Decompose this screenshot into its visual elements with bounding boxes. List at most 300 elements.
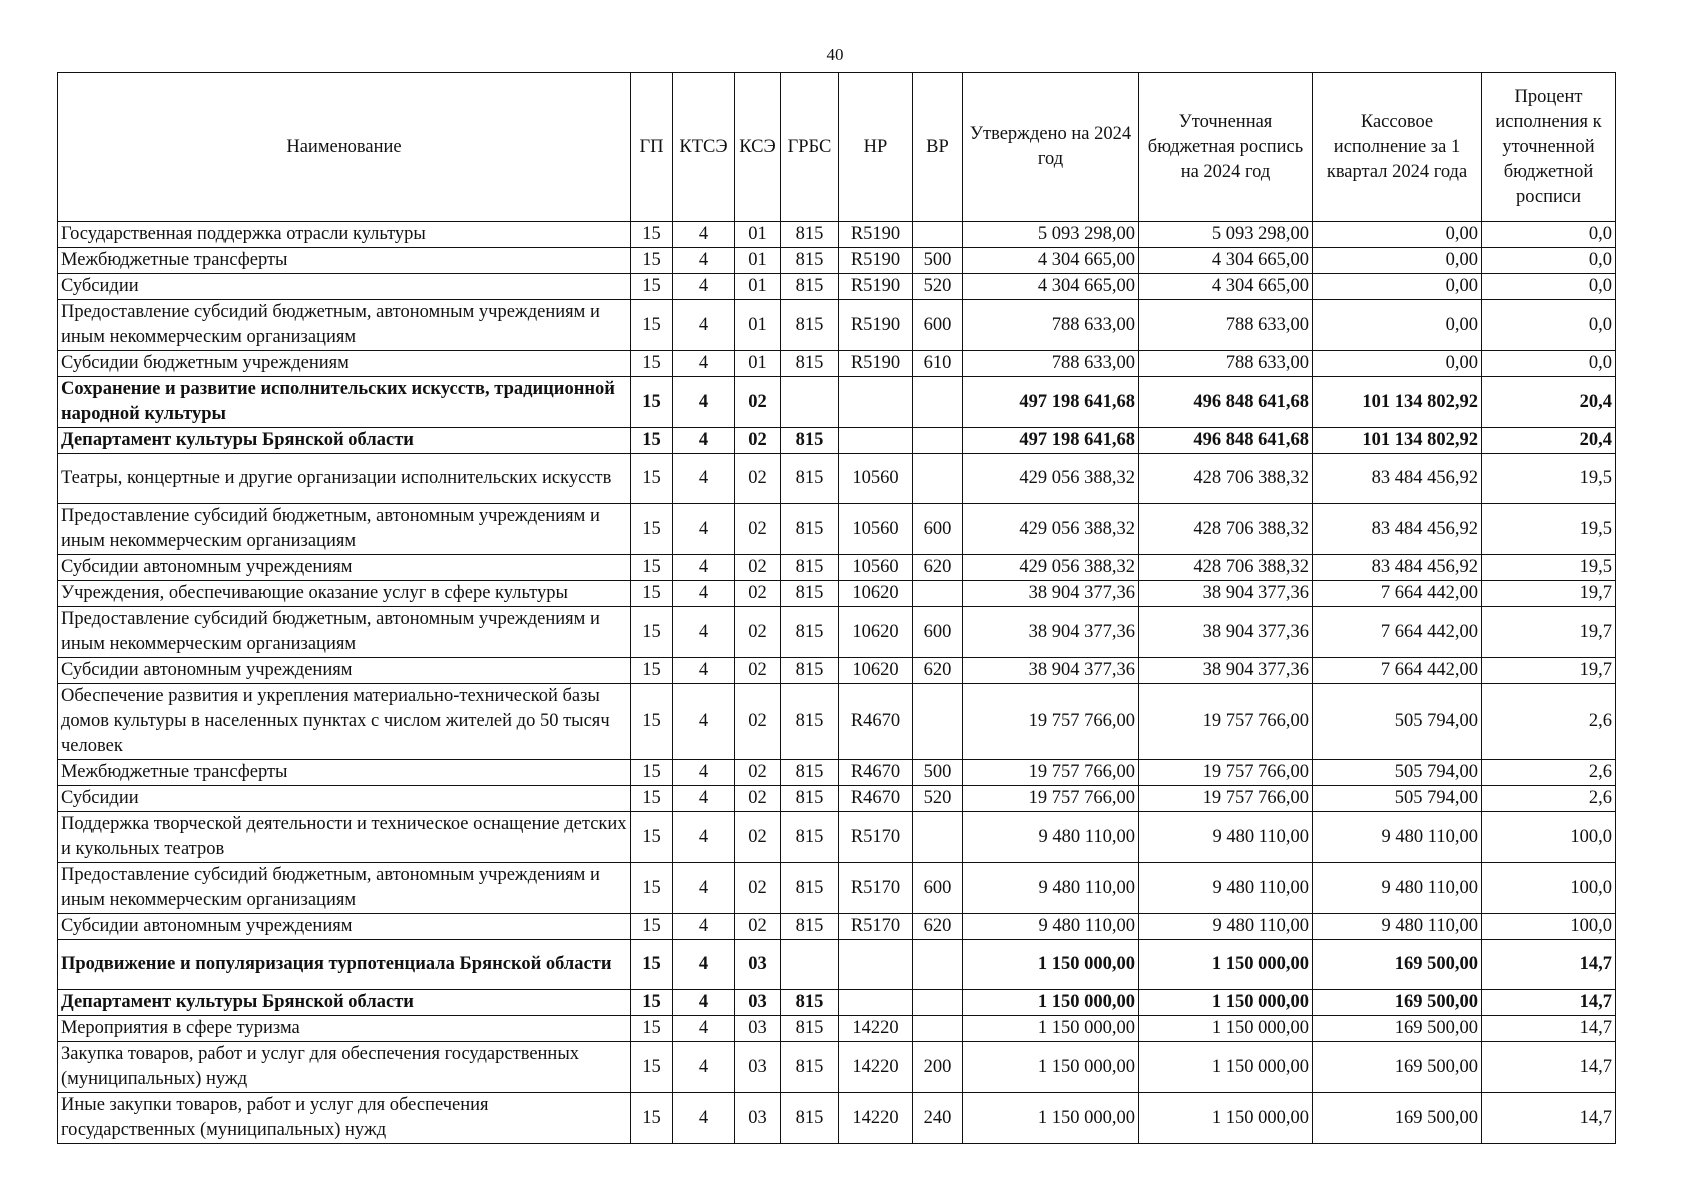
row-ktse-cell: 4 xyxy=(673,1016,735,1042)
row-approved-cell: 1 150 000,00 xyxy=(963,940,1139,990)
row-gp-cell: 15 xyxy=(631,248,673,274)
row-ktse-cell: 4 xyxy=(673,274,735,300)
row-vr-cell: 600 xyxy=(913,607,963,658)
row-grbs-cell: 815 xyxy=(781,428,839,454)
row-gp-cell: 15 xyxy=(631,454,673,504)
row-revised-cell: 1 150 000,00 xyxy=(1139,1093,1313,1144)
row-approved-cell: 4 304 665,00 xyxy=(963,274,1139,300)
row-revised-cell: 1 150 000,00 xyxy=(1139,990,1313,1016)
row-approved-cell: 1 150 000,00 xyxy=(963,1093,1139,1144)
row-vr-cell xyxy=(913,454,963,504)
row-name-cell: Предоставление субсидий бюджетным, автономным учреждениям и иным некоммерческим организациям xyxy=(58,300,631,351)
row-kse-cell: 02 xyxy=(735,607,781,658)
row-vr-cell: 610 xyxy=(913,351,963,377)
row-vr-cell xyxy=(913,581,963,607)
row-nr-cell: R5170 xyxy=(839,863,913,914)
row-kse-cell: 02 xyxy=(735,812,781,863)
row-revised-cell: 5 093 298,00 xyxy=(1139,222,1313,248)
row-kse-cell: 02 xyxy=(735,428,781,454)
table-row xyxy=(58,863,1616,914)
row-name-cell: Субсидии бюджетным учреждениям xyxy=(58,351,631,377)
row-ktse-cell: 4 xyxy=(673,222,735,248)
row-executed-cell: 83 484 456,92 xyxy=(1313,454,1482,504)
row-grbs-cell: 815 xyxy=(781,607,839,658)
row-ktse-cell: 4 xyxy=(673,760,735,786)
table-row xyxy=(58,760,1616,786)
row-grbs-cell: 815 xyxy=(781,786,839,812)
col-header-kse: КСЭ xyxy=(735,73,781,222)
row-ktse-cell: 4 xyxy=(673,658,735,684)
row-gp-cell: 15 xyxy=(631,863,673,914)
row-percent-cell: 20,4 xyxy=(1482,377,1616,428)
row-ktse-cell: 4 xyxy=(673,863,735,914)
row-ktse-cell: 4 xyxy=(673,248,735,274)
row-grbs-cell: 815 xyxy=(781,300,839,351)
row-percent-cell: 19,5 xyxy=(1482,555,1616,581)
row-executed-cell: 0,00 xyxy=(1313,248,1482,274)
row-kse-cell: 02 xyxy=(735,581,781,607)
row-vr-cell xyxy=(913,428,963,454)
row-ktse-cell: 4 xyxy=(673,555,735,581)
row-revised-cell: 4 304 665,00 xyxy=(1139,248,1313,274)
row-gp-cell: 15 xyxy=(631,274,673,300)
row-name-cell: Субсидии автономным учреждениям xyxy=(58,914,631,940)
row-name-cell: Предоставление субсидий бюджетным, автономным учреждениям и иным некоммерческим организациям xyxy=(58,504,631,555)
row-kse-cell: 02 xyxy=(735,914,781,940)
row-approved-cell: 497 198 641,68 xyxy=(963,377,1139,428)
col-header-ktse: КТСЭ xyxy=(673,73,735,222)
row-vr-cell: 240 xyxy=(913,1093,963,1144)
row-vr-cell xyxy=(913,377,963,428)
row-percent-cell: 19,5 xyxy=(1482,454,1616,504)
row-approved-cell: 9 480 110,00 xyxy=(963,863,1139,914)
table-row xyxy=(58,1016,1616,1042)
table-row xyxy=(58,555,1616,581)
row-name-cell: Государственная поддержка отрасли культуры xyxy=(58,222,631,248)
row-percent-cell: 14,7 xyxy=(1482,1042,1616,1093)
row-gp-cell: 15 xyxy=(631,555,673,581)
row-gp-cell: 15 xyxy=(631,1093,673,1144)
row-percent-cell: 19,7 xyxy=(1482,658,1616,684)
row-approved-cell: 38 904 377,36 xyxy=(963,581,1139,607)
row-ktse-cell: 4 xyxy=(673,914,735,940)
row-kse-cell: 02 xyxy=(735,786,781,812)
row-kse-cell: 01 xyxy=(735,300,781,351)
row-executed-cell: 169 500,00 xyxy=(1313,990,1482,1016)
row-nr-cell: R4670 xyxy=(839,684,913,760)
row-kse-cell: 01 xyxy=(735,248,781,274)
col-header-gp: ГП xyxy=(631,73,673,222)
col-header-grbs: ГРБС xyxy=(781,73,839,222)
row-executed-cell: 83 484 456,92 xyxy=(1313,555,1482,581)
row-revised-cell: 38 904 377,36 xyxy=(1139,581,1313,607)
row-name-cell: Продвижение и популяризация турпотенциала Брянской области xyxy=(58,940,631,990)
row-approved-cell: 19 757 766,00 xyxy=(963,786,1139,812)
row-revised-cell: 4 304 665,00 xyxy=(1139,274,1313,300)
row-gp-cell: 15 xyxy=(631,684,673,760)
row-approved-cell: 1 150 000,00 xyxy=(963,1016,1139,1042)
row-vr-cell: 200 xyxy=(913,1042,963,1093)
row-percent-cell: 0,0 xyxy=(1482,248,1616,274)
row-executed-cell: 505 794,00 xyxy=(1313,684,1482,760)
row-grbs-cell: 815 xyxy=(781,248,839,274)
row-vr-cell: 520 xyxy=(913,274,963,300)
row-approved-cell: 788 633,00 xyxy=(963,300,1139,351)
row-gp-cell: 15 xyxy=(631,940,673,990)
table-row xyxy=(58,914,1616,940)
table-row xyxy=(58,351,1616,377)
table-row xyxy=(58,990,1616,1016)
row-executed-cell: 9 480 110,00 xyxy=(1313,914,1482,940)
row-executed-cell: 0,00 xyxy=(1313,351,1482,377)
row-revised-cell: 428 706 388,32 xyxy=(1139,555,1313,581)
row-name-cell: Предоставление субсидий бюджетным, автономным учреждениям и иным некоммерческим организациям xyxy=(58,607,631,658)
row-revised-cell: 788 633,00 xyxy=(1139,351,1313,377)
row-revised-cell: 496 848 641,68 xyxy=(1139,377,1313,428)
col-header-percent: Процент исполнения к уточненной бюджетной росписи xyxy=(1482,73,1616,222)
row-grbs-cell: 815 xyxy=(781,351,839,377)
table-row xyxy=(58,940,1616,990)
row-nr-cell: R5190 xyxy=(839,351,913,377)
row-nr-cell: 10560 xyxy=(839,555,913,581)
row-executed-cell: 101 134 802,92 xyxy=(1313,428,1482,454)
table-row xyxy=(58,300,1616,351)
row-name-cell: Поддержка творческой деятельности и техническое оснащение детских и кукольных театров xyxy=(58,812,631,863)
row-vr-cell: 620 xyxy=(913,914,963,940)
row-kse-cell: 01 xyxy=(735,351,781,377)
table-row xyxy=(58,581,1616,607)
row-ktse-cell: 4 xyxy=(673,607,735,658)
row-approved-cell: 429 056 388,32 xyxy=(963,454,1139,504)
row-nr-cell: 14220 xyxy=(839,1042,913,1093)
row-kse-cell: 02 xyxy=(735,863,781,914)
row-approved-cell: 1 150 000,00 xyxy=(963,1042,1139,1093)
table-row xyxy=(58,274,1616,300)
row-grbs-cell: 815 xyxy=(781,1093,839,1144)
row-gp-cell: 15 xyxy=(631,300,673,351)
row-revised-cell: 38 904 377,36 xyxy=(1139,607,1313,658)
table-row xyxy=(58,1042,1616,1093)
row-grbs-cell: 815 xyxy=(781,812,839,863)
row-executed-cell: 7 664 442,00 xyxy=(1313,607,1482,658)
row-gp-cell: 15 xyxy=(631,914,673,940)
row-revised-cell: 9 480 110,00 xyxy=(1139,863,1313,914)
row-name-cell: Учреждения, обеспечивающие оказание услуг в сфере культуры xyxy=(58,581,631,607)
row-kse-cell: 02 xyxy=(735,760,781,786)
page-number: 40 xyxy=(826,45,844,64)
table-row xyxy=(58,222,1616,248)
row-grbs-cell: 815 xyxy=(781,222,839,248)
row-name-cell: Субсидии xyxy=(58,786,631,812)
row-percent-cell: 100,0 xyxy=(1482,863,1616,914)
table-row xyxy=(58,428,1616,454)
row-revised-cell: 9 480 110,00 xyxy=(1139,914,1313,940)
row-revised-cell: 9 480 110,00 xyxy=(1139,812,1313,863)
row-executed-cell: 9 480 110,00 xyxy=(1313,863,1482,914)
row-ktse-cell: 4 xyxy=(673,428,735,454)
row-approved-cell: 9 480 110,00 xyxy=(963,914,1139,940)
row-kse-cell: 02 xyxy=(735,658,781,684)
row-kse-cell: 03 xyxy=(735,990,781,1016)
row-kse-cell: 02 xyxy=(735,454,781,504)
col-header-name: Наименование xyxy=(58,73,631,222)
row-gp-cell: 15 xyxy=(631,377,673,428)
row-executed-cell: 7 664 442,00 xyxy=(1313,581,1482,607)
row-ktse-cell: 4 xyxy=(673,504,735,555)
row-vr-cell: 600 xyxy=(913,863,963,914)
col-header-vr: ВР xyxy=(913,73,963,222)
row-revised-cell: 38 904 377,36 xyxy=(1139,658,1313,684)
row-grbs-cell: 815 xyxy=(781,863,839,914)
row-nr-cell: R5170 xyxy=(839,914,913,940)
budget-execution-table xyxy=(57,72,1616,1144)
row-gp-cell: 15 xyxy=(631,607,673,658)
row-nr-cell: R5170 xyxy=(839,812,913,863)
row-approved-cell: 38 904 377,36 xyxy=(963,658,1139,684)
row-kse-cell: 01 xyxy=(735,222,781,248)
row-grbs-cell: 815 xyxy=(781,1042,839,1093)
row-executed-cell: 101 134 802,92 xyxy=(1313,377,1482,428)
row-grbs-cell xyxy=(781,940,839,990)
table-row xyxy=(58,504,1616,555)
row-gp-cell: 15 xyxy=(631,504,673,555)
row-gp-cell: 15 xyxy=(631,812,673,863)
row-kse-cell: 03 xyxy=(735,940,781,990)
row-executed-cell: 9 480 110,00 xyxy=(1313,812,1482,863)
row-executed-cell: 0,00 xyxy=(1313,274,1482,300)
row-approved-cell: 788 633,00 xyxy=(963,351,1139,377)
row-grbs-cell: 815 xyxy=(781,1016,839,1042)
row-kse-cell: 02 xyxy=(735,504,781,555)
row-executed-cell: 83 484 456,92 xyxy=(1313,504,1482,555)
row-percent-cell: 0,0 xyxy=(1482,274,1616,300)
table-row xyxy=(58,786,1616,812)
row-gp-cell: 15 xyxy=(631,786,673,812)
header-row xyxy=(58,73,1616,222)
table-row xyxy=(58,248,1616,274)
row-ktse-cell: 4 xyxy=(673,786,735,812)
row-percent-cell: 14,7 xyxy=(1482,1093,1616,1144)
row-nr-cell: 14220 xyxy=(839,1016,913,1042)
row-percent-cell: 2,6 xyxy=(1482,760,1616,786)
row-ktse-cell: 4 xyxy=(673,812,735,863)
row-vr-cell: 500 xyxy=(913,760,963,786)
row-executed-cell: 169 500,00 xyxy=(1313,940,1482,990)
col-header-revised: Уточненная бюджетная роспись на 2024 год xyxy=(1139,73,1313,222)
row-kse-cell: 03 xyxy=(735,1042,781,1093)
table-row xyxy=(58,1093,1616,1144)
row-name-cell: Обеспечение развития и укрепления материально-технической базы домов культуры в населенных пунктах с числом жителей до 50 тысяч человек xyxy=(58,684,631,760)
row-revised-cell: 788 633,00 xyxy=(1139,300,1313,351)
row-gp-cell: 15 xyxy=(631,1042,673,1093)
row-name-cell: Иные закупки товаров, работ и услуг для обеспечения государственных (муниципальных) нужд xyxy=(58,1093,631,1144)
row-percent-cell: 14,7 xyxy=(1482,1016,1616,1042)
row-name-cell: Субсидии автономным учреждениям xyxy=(58,658,631,684)
row-approved-cell: 497 198 641,68 xyxy=(963,428,1139,454)
row-ktse-cell: 4 xyxy=(673,940,735,990)
row-nr-cell: R4670 xyxy=(839,760,913,786)
row-percent-cell: 0,0 xyxy=(1482,351,1616,377)
row-revised-cell: 1 150 000,00 xyxy=(1139,1016,1313,1042)
row-revised-cell: 1 150 000,00 xyxy=(1139,940,1313,990)
row-ktse-cell: 4 xyxy=(673,1093,735,1144)
row-nr-cell: R5190 xyxy=(839,274,913,300)
row-gp-cell: 15 xyxy=(631,990,673,1016)
row-kse-cell: 03 xyxy=(735,1016,781,1042)
col-header-approved: Утверждено на 2024 год xyxy=(963,73,1139,222)
row-percent-cell: 2,6 xyxy=(1482,684,1616,760)
row-grbs-cell: 815 xyxy=(781,274,839,300)
row-nr-cell: 10620 xyxy=(839,658,913,684)
row-percent-cell: 100,0 xyxy=(1482,914,1616,940)
row-name-cell: Мероприятия в сфере туризма xyxy=(58,1016,631,1042)
row-kse-cell: 02 xyxy=(735,684,781,760)
row-approved-cell: 429 056 388,32 xyxy=(963,555,1139,581)
row-grbs-cell: 815 xyxy=(781,454,839,504)
row-name-cell: Межбюджетные трансферты xyxy=(58,248,631,274)
row-vr-cell: 600 xyxy=(913,300,963,351)
row-revised-cell: 19 757 766,00 xyxy=(1139,684,1313,760)
row-nr-cell: 10560 xyxy=(839,504,913,555)
row-executed-cell: 505 794,00 xyxy=(1313,786,1482,812)
row-name-cell: Предоставление субсидий бюджетным, автономным учреждениям и иным некоммерческим организациям xyxy=(58,863,631,914)
row-percent-cell: 2,6 xyxy=(1482,786,1616,812)
row-grbs-cell: 815 xyxy=(781,914,839,940)
row-gp-cell: 15 xyxy=(631,658,673,684)
row-name-cell: Закупка товаров, работ и услуг для обеспечения государственных (муниципальных) нужд xyxy=(58,1042,631,1093)
row-ktse-cell: 4 xyxy=(673,351,735,377)
row-gp-cell: 15 xyxy=(631,581,673,607)
row-vr-cell xyxy=(913,684,963,760)
row-vr-cell xyxy=(913,940,963,990)
row-nr-cell: 14220 xyxy=(839,1093,913,1144)
row-executed-cell: 169 500,00 xyxy=(1313,1042,1482,1093)
row-grbs-cell: 815 xyxy=(781,684,839,760)
row-approved-cell: 19 757 766,00 xyxy=(963,760,1139,786)
row-grbs-cell: 815 xyxy=(781,504,839,555)
row-percent-cell: 19,7 xyxy=(1482,581,1616,607)
row-name-cell: Межбюджетные трансферты xyxy=(58,760,631,786)
row-grbs-cell xyxy=(781,377,839,428)
row-grbs-cell: 815 xyxy=(781,760,839,786)
row-vr-cell: 620 xyxy=(913,555,963,581)
row-kse-cell: 01 xyxy=(735,274,781,300)
col-header-nr: НР xyxy=(839,73,913,222)
row-revised-cell: 428 706 388,32 xyxy=(1139,454,1313,504)
row-nr-cell: R4670 xyxy=(839,786,913,812)
row-grbs-cell: 815 xyxy=(781,581,839,607)
table-row xyxy=(58,812,1616,863)
row-percent-cell: 14,7 xyxy=(1482,940,1616,990)
row-vr-cell: 620 xyxy=(913,658,963,684)
row-revised-cell: 496 848 641,68 xyxy=(1139,428,1313,454)
row-approved-cell: 38 904 377,36 xyxy=(963,607,1139,658)
row-vr-cell xyxy=(913,812,963,863)
row-name-cell: Субсидии xyxy=(58,274,631,300)
table-row xyxy=(58,607,1616,658)
row-revised-cell: 19 757 766,00 xyxy=(1139,760,1313,786)
row-kse-cell: 03 xyxy=(735,1093,781,1144)
row-nr-cell: R5190 xyxy=(839,248,913,274)
row-gp-cell: 15 xyxy=(631,1016,673,1042)
row-nr-cell: 10620 xyxy=(839,581,913,607)
row-vr-cell xyxy=(913,1016,963,1042)
row-kse-cell: 02 xyxy=(735,377,781,428)
row-ktse-cell: 4 xyxy=(673,454,735,504)
row-vr-cell xyxy=(913,990,963,1016)
row-nr-cell xyxy=(839,428,913,454)
row-nr-cell xyxy=(839,940,913,990)
row-ktse-cell: 4 xyxy=(673,684,735,760)
row-percent-cell: 100,0 xyxy=(1482,812,1616,863)
row-revised-cell: 1 150 000,00 xyxy=(1139,1042,1313,1093)
table-row xyxy=(58,377,1616,428)
row-name-cell: Департамент культуры Брянской области xyxy=(58,428,631,454)
row-ktse-cell: 4 xyxy=(673,300,735,351)
row-nr-cell xyxy=(839,990,913,1016)
row-executed-cell: 0,00 xyxy=(1313,300,1482,351)
row-vr-cell: 600 xyxy=(913,504,963,555)
row-percent-cell: 19,7 xyxy=(1482,607,1616,658)
row-name-cell: Департамент культуры Брянской области xyxy=(58,990,631,1016)
row-percent-cell: 0,0 xyxy=(1482,222,1616,248)
row-approved-cell: 19 757 766,00 xyxy=(963,684,1139,760)
row-executed-cell: 169 500,00 xyxy=(1313,1093,1482,1144)
row-nr-cell: 10620 xyxy=(839,607,913,658)
row-name-cell: Сохранение и развитие исполнительских искусств, традиционной народной культуры xyxy=(58,377,631,428)
row-executed-cell: 0,00 xyxy=(1313,222,1482,248)
table-row xyxy=(58,454,1616,504)
row-ktse-cell: 4 xyxy=(673,377,735,428)
row-nr-cell: 10560 xyxy=(839,454,913,504)
row-approved-cell: 1 150 000,00 xyxy=(963,990,1139,1016)
row-ktse-cell: 4 xyxy=(673,990,735,1016)
row-revised-cell: 428 706 388,32 xyxy=(1139,504,1313,555)
row-approved-cell: 4 304 665,00 xyxy=(963,248,1139,274)
row-percent-cell: 14,7 xyxy=(1482,990,1616,1016)
table-body xyxy=(58,222,1616,1144)
row-ktse-cell: 4 xyxy=(673,1042,735,1093)
row-percent-cell: 20,4 xyxy=(1482,428,1616,454)
row-vr-cell: 520 xyxy=(913,786,963,812)
row-grbs-cell: 815 xyxy=(781,990,839,1016)
row-gp-cell: 15 xyxy=(631,428,673,454)
row-kse-cell: 02 xyxy=(735,555,781,581)
row-name-cell: Субсидии автономным учреждениям xyxy=(58,555,631,581)
row-vr-cell: 500 xyxy=(913,248,963,274)
row-gp-cell: 15 xyxy=(631,222,673,248)
row-percent-cell: 19,5 xyxy=(1482,504,1616,555)
row-revised-cell: 19 757 766,00 xyxy=(1139,786,1313,812)
row-nr-cell: R5190 xyxy=(839,300,913,351)
row-nr-cell xyxy=(839,377,913,428)
row-gp-cell: 15 xyxy=(631,760,673,786)
row-name-cell: Театры, концертные и другие организации исполнительских искусств xyxy=(58,454,631,504)
row-nr-cell: R5190 xyxy=(839,222,913,248)
row-grbs-cell: 815 xyxy=(781,555,839,581)
row-approved-cell: 5 093 298,00 xyxy=(963,222,1139,248)
row-vr-cell xyxy=(913,222,963,248)
table-row xyxy=(58,684,1616,760)
row-percent-cell: 0,0 xyxy=(1482,300,1616,351)
row-gp-cell: 15 xyxy=(631,351,673,377)
row-ktse-cell: 4 xyxy=(673,581,735,607)
row-approved-cell: 429 056 388,32 xyxy=(963,504,1139,555)
row-executed-cell: 169 500,00 xyxy=(1313,1016,1482,1042)
table-row xyxy=(58,658,1616,684)
col-header-executed: Кассовое исполнение за 1 квартал 2024 года xyxy=(1313,73,1482,222)
row-grbs-cell: 815 xyxy=(781,658,839,684)
